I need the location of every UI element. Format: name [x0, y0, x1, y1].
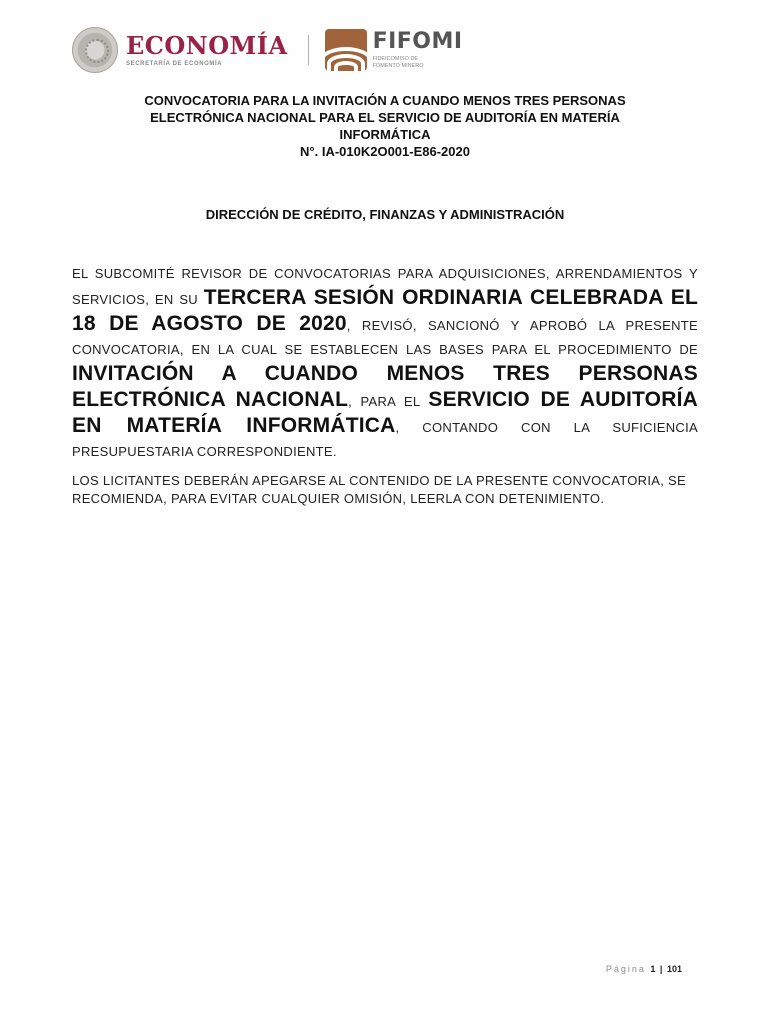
page-label: Página: [605, 964, 646, 974]
title-line-2: ELECTRÓNICA NACIONAL PARA EL SERVICIO DE AUDITORÍA EN MATERÍA: [150, 110, 620, 125]
fifomi-logo-text: FIFOMI: [372, 29, 463, 54]
economia-logo-text: ECONOMÍA: [126, 31, 288, 60]
page-number: 1: [650, 964, 656, 974]
department-subtitle: DIRECCIÓN DE CRÉDITO, FINANZAS Y ADMINISTRACIÓN: [205, 207, 565, 222]
title-line-3: INFORMÁTICA: [339, 127, 431, 142]
p1-text-2: , REVISÓ, SANCIONÓ Y APROBÓ LA PRESENTE CONVOCATORIA, EN LA CUAL SE ESTABLECEN LAS BASES PARA EL PROCEDIMIENTO DE: [72, 318, 698, 357]
fifomi-logo-subtext: FIDEICOMISO DE FOMENTO MINERO: [372, 56, 424, 69]
economia-logo-subtext: SECRETARÍA DE ECONOMÍA: [126, 61, 223, 67]
p1-text-3: , PARA EL: [348, 394, 429, 409]
mexico-seal-icon: [72, 27, 118, 73]
p1-text-1: EL SUBCOMITÉ REVISOR DE CONVOCATORIAS PARA ADQUISICIONES, ARRENDAMIENTOS Y SERVICIOS, EN SU: [72, 266, 698, 307]
logo-divider: [308, 35, 309, 65]
page-footer: [606, 964, 682, 974]
header-logos: [72, 22, 463, 78]
p1-bold-session: TERCERA SESIÓN ORDINARIA CELEBRADA EL 18 DE AGOSTO DE 2020: [72, 286, 698, 335]
title-line-4: N°. IA-010K2O001-E86-2020: [300, 144, 470, 159]
p1-text-4: , CONTANDO CON LA SUFICIENCIA PRESUPUESTARIA CORRESPONDIENTE.: [72, 420, 698, 459]
title-line-1: CONVOCATORIA PARA LA INVITACIÓN A CUANDO MENOS TRES PERSONAS: [144, 93, 626, 108]
total-pages: 101: [666, 964, 682, 974]
fifomi-arches-icon: [325, 29, 367, 71]
fifomi-logo: [373, 30, 463, 70]
p1-bold-service: SERVICIO DE AUDITORÍA EN MATERÍA INFORMÁTICA: [72, 388, 698, 437]
p1-bold-procedure: INVITACIÓN A CUANDO MENOS TRES PERSONAS ELECTRÓNICA NACIONAL: [72, 362, 698, 411]
page-separator: |: [659, 964, 663, 974]
document-title: [72, 92, 698, 160]
body-paragraph-2: LOS LICITANTES DEBERÁN APEGARSE AL CONTENIDO DE LA PRESENTE CONVOCATORIA, SE RECOMIENDA, PARA EVITAR CUALQUIER OMISIÓN, LEERLA CON DETENIMIENTO.: [72, 473, 686, 506]
body-paragraph-1: [72, 262, 698, 464]
economia-logo: [126, 33, 288, 67]
